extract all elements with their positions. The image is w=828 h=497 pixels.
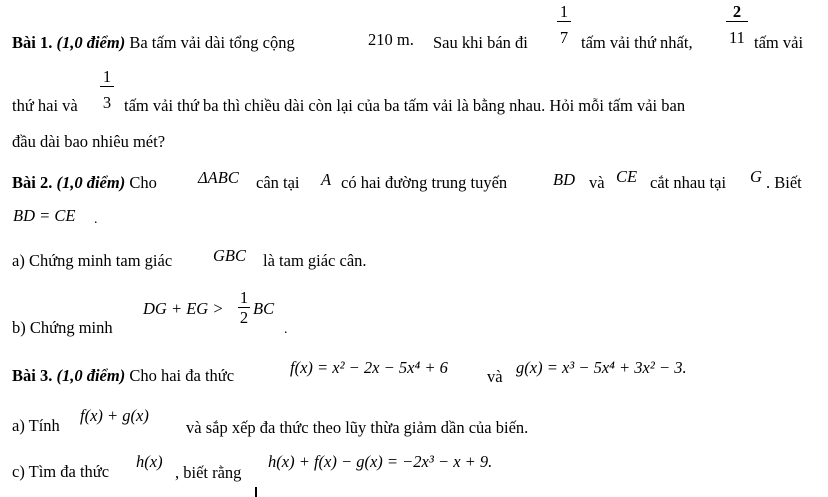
part-a-text: a) Tính [12,416,60,435]
text: . Biết [766,173,802,192]
polynomial-f: f(x) = x² − 2x − 5x⁴ + 6 [290,358,448,377]
text: Sau khi bán đi [433,33,528,52]
text: tấm vải [754,33,804,52]
part-c-text: c) Tìm đa thức [12,462,110,481]
text: Ba tấm vải dài tổng cộng [129,33,295,52]
text: có hai đường trung tuyến [341,173,508,192]
period: . [94,212,98,227]
problem-1-points: (1,0 điểm) [56,33,126,52]
part-a-text: a) Chứng minh tam giác [12,251,173,270]
text: cân tại [256,173,300,192]
math-ce: CE [616,167,638,186]
text: và [589,173,605,192]
text: đầu dài bao nhiêu mét? [12,132,166,151]
polynomial-g: g(x) = x³ − 5x⁴ + 3x² − 3. [516,358,687,377]
math-h-equation: h(x) + f(x) − g(x) = −2x³ − x + 9. [268,452,493,471]
period: . [284,322,288,337]
math-inequality-lhs: DG + EG > [143,299,224,318]
problem-2-points: (1,0 điểm) [56,173,126,192]
text-cursor [255,487,257,497]
problem-1-heading: Bài 1. [12,33,53,52]
text: cắt nhau tại [650,173,727,192]
math-gbc: GBC [213,246,246,265]
total-length: 210 m. [368,30,414,49]
fraction-1-3: $\frac{1}{3}$ [100,67,114,112]
math-a: A [321,170,332,189]
problem-2-line-1 [12,173,157,193]
problem-1-line-1 [12,33,295,53]
problem-3-points: (1,0 điểm) [56,366,126,385]
math-bc: BC [253,299,275,318]
part-c-text: , biết rằng [175,463,242,482]
text: thứ hai và [12,96,78,115]
problem-3-line-1 [12,366,234,386]
problem-2-heading: Bài 2. [12,173,53,192]
part-b-text: b) Chứng minh [12,318,113,337]
math-h: h(x) [136,452,163,471]
text: tấm vải thứ ba thì chiều dài còn lại của ba tấm vải là bằng nhau. Hỏi mỗi tấm vải ban [124,96,686,115]
math-f-plus-g: f(x) + g(x) [80,406,149,425]
text: và [487,367,503,386]
text: Cho hai đa thức [129,366,235,385]
math-triangle-abc: ΔABC [198,168,239,187]
part-a-text: và sắp xếp đa thức theo lũy thừa giảm dần của biến. [186,418,529,437]
math-g: G [750,167,762,186]
problem-3-heading: Bài 3. [12,366,53,385]
text: Cho [129,173,157,192]
fraction-2-11: $\frac{2}{11}$ [726,2,748,47]
fraction-1-7: $\frac{1}{7}$ [557,2,571,47]
text: tấm vải thứ nhất, [581,33,693,52]
math-bd-equals-ce: BD = CE [13,206,76,225]
fraction-1-2: $\frac{1}{2}$ [239,288,249,327]
math-bd: BD [553,170,575,189]
part-a-text: là tam giác cân. [263,251,367,270]
